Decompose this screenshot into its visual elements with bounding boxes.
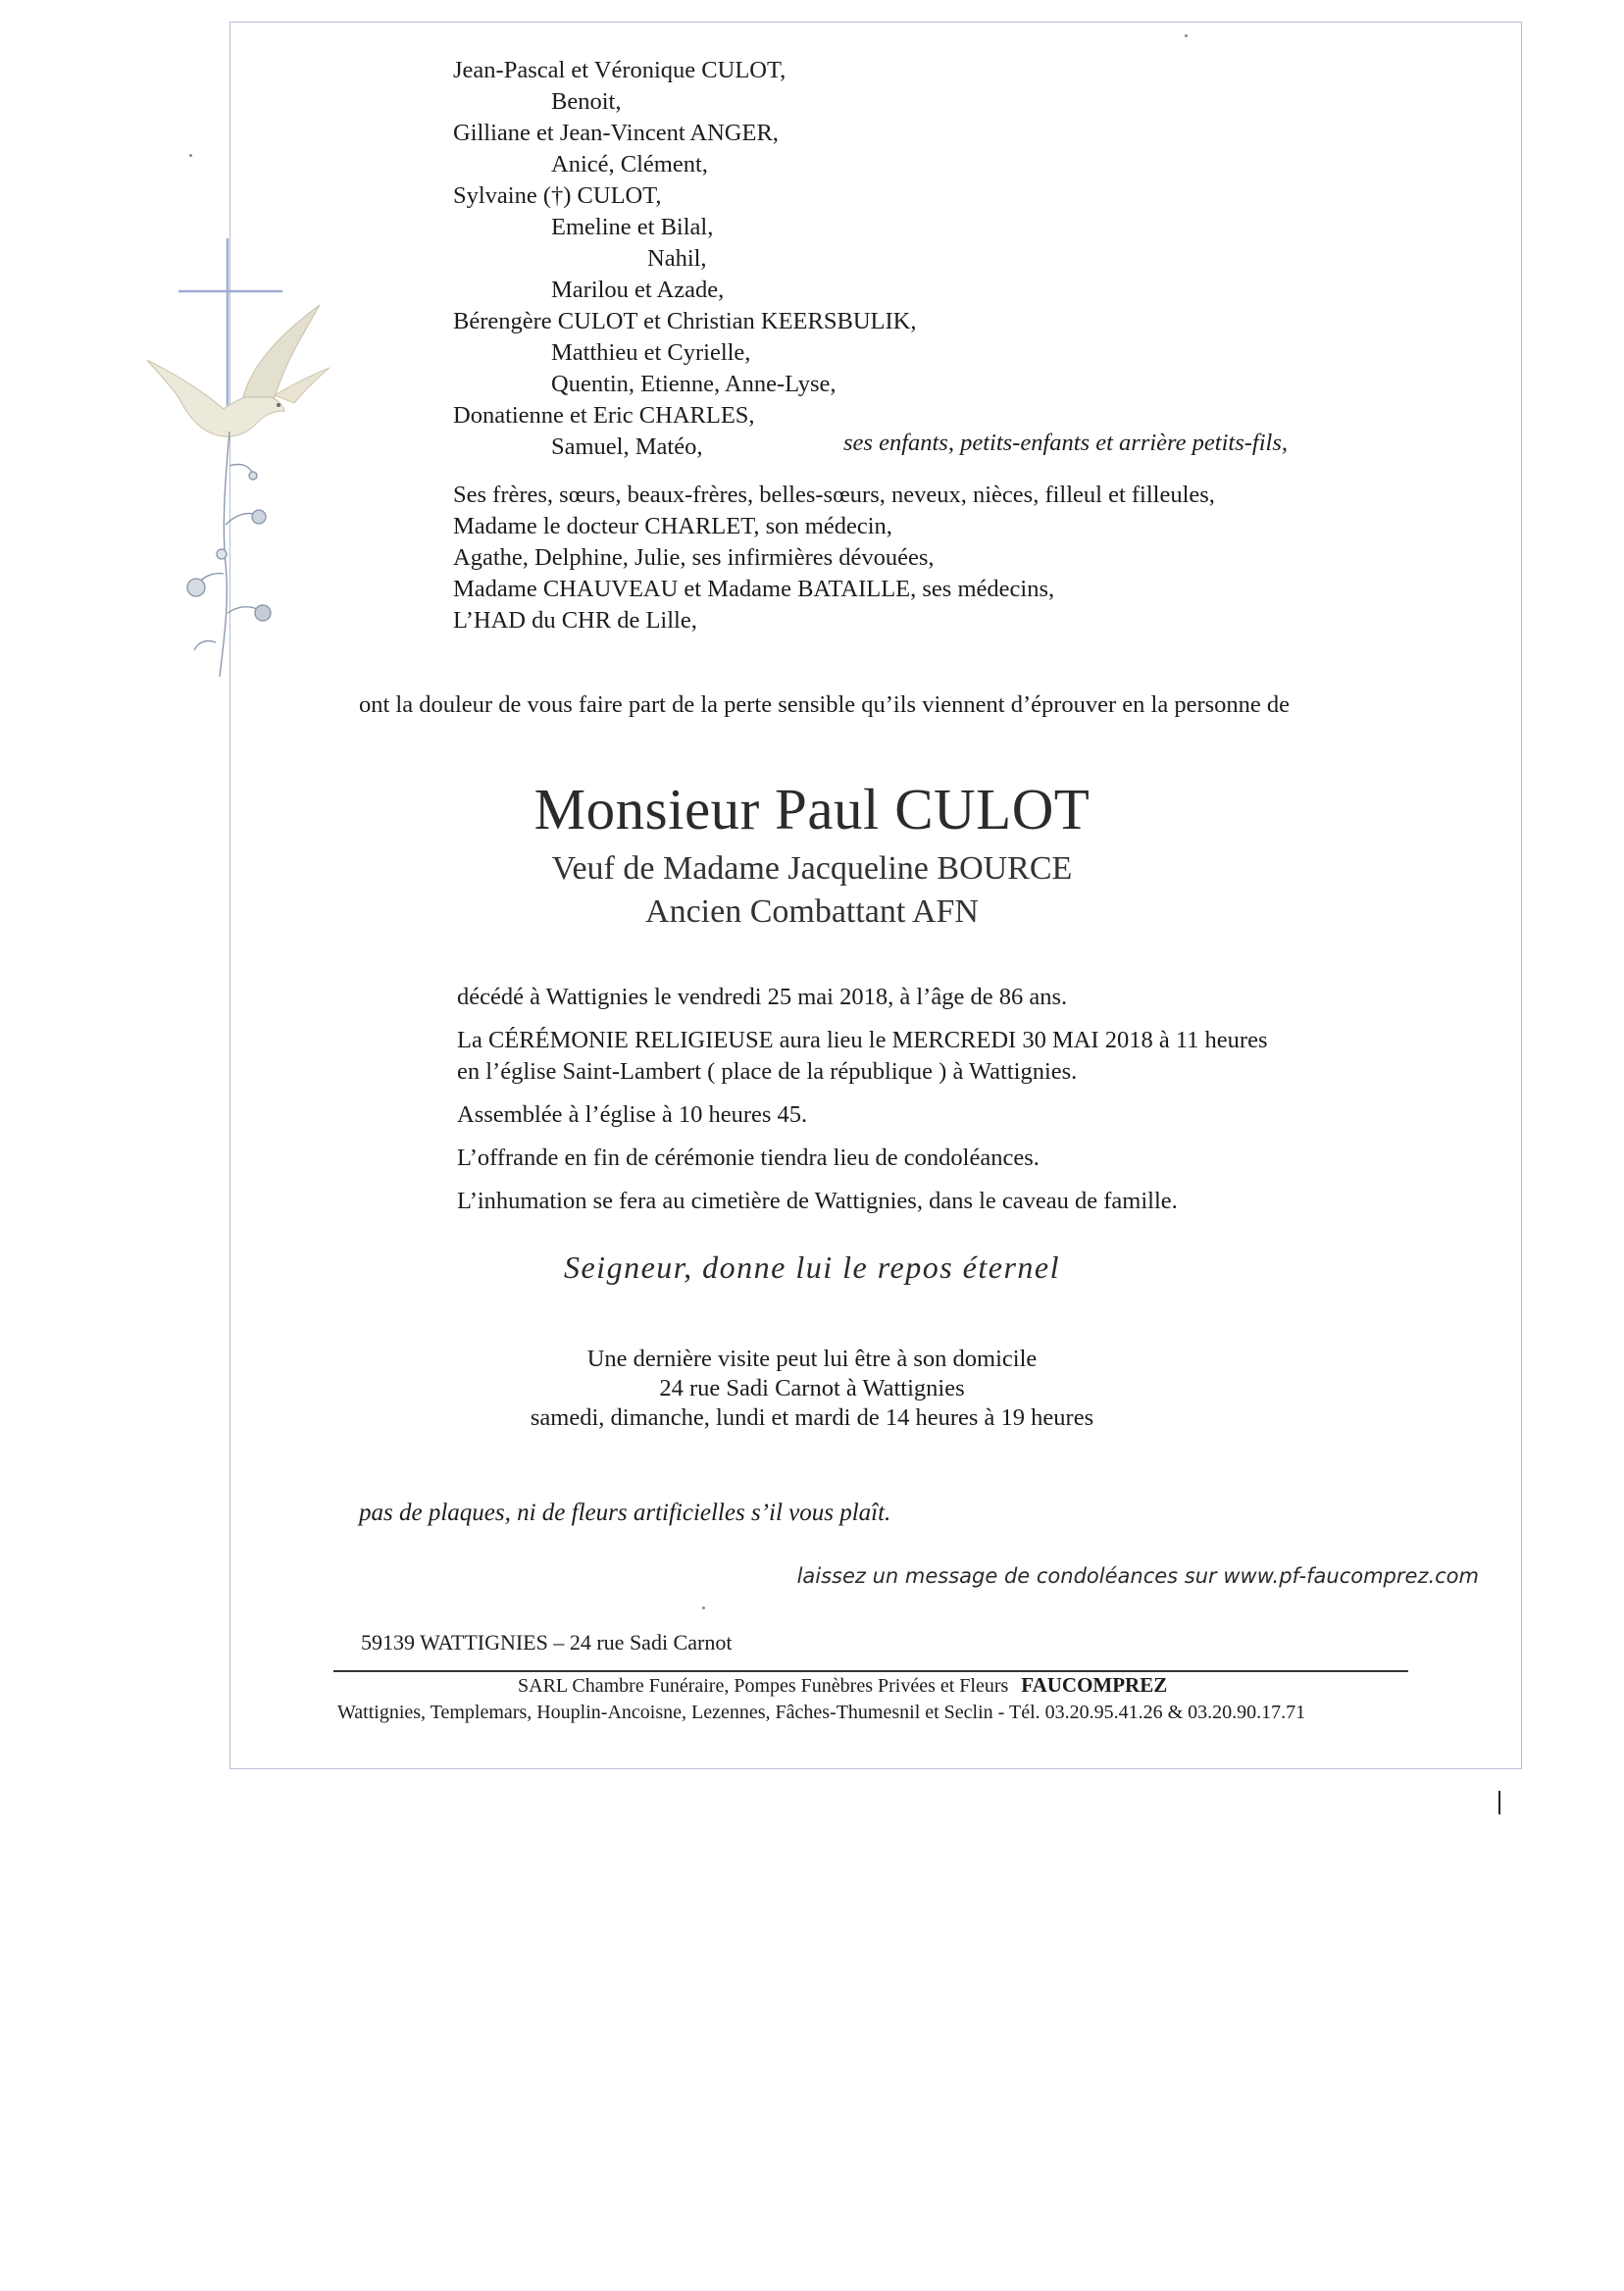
cross-dove-illustration bbox=[127, 230, 353, 682]
family-line: Sylvaine (†) CULOT, bbox=[453, 182, 662, 209]
others-line: L’HAD du CHR de Lille, bbox=[453, 607, 697, 634]
scan-speck bbox=[1185, 34, 1188, 37]
others-line: Madame CHAUVEAU et Madame BATAILLE, ses médecins, bbox=[453, 576, 1055, 602]
detail-line: en l’église Saint-Lambert ( place de la république ) à Wattignies. bbox=[457, 1058, 1078, 1085]
deceased-veteran: Ancien Combattant AFN bbox=[645, 893, 979, 930]
deceased-name: Monsieur Paul CULOT bbox=[533, 777, 1091, 841]
visit-line: samedi, dimanche, lundi et mardi de 14 heures à 19 heures bbox=[530, 1404, 1094, 1431]
flower-stem-icon bbox=[187, 432, 271, 677]
footer-company-name: FAUCOMPREZ bbox=[1021, 1673, 1168, 1697]
visit-line: Une dernière visite peut lui être à son domicile bbox=[586, 1346, 1038, 1372]
family-line: Bérengère CULOT et Christian KEERSBULIK, bbox=[453, 308, 917, 334]
family-line: Quentin, Etienne, Anne-Lyse, bbox=[551, 371, 837, 397]
detail-line: L’inhumation se fera au cimetière de Wattignies, dans le caveau de famille. bbox=[457, 1188, 1178, 1214]
detail-line: L’offrande en fin de cérémonie tiendra lieu de condoléances. bbox=[457, 1145, 1040, 1171]
deceased-widower: Veuf de Madame Jacqueline BOURCE bbox=[551, 850, 1073, 887]
family-line: Matthieu et Cyrielle, bbox=[551, 339, 751, 366]
footer-company bbox=[518, 1673, 1167, 1698]
no-flowers-note: pas de plaques, ni de fleurs artificielles s’il vous plaît. bbox=[359, 1500, 891, 1526]
website-note: laissez un message de condoléances sur www.pf-faucomprez.com bbox=[796, 1564, 1479, 1588]
family-caption: ses enfants, petits-enfants et arrière petits-fils, bbox=[843, 430, 1288, 456]
footer-address: 59139 WATTIGNIES – 24 rue Sadi Carnot bbox=[361, 1630, 733, 1655]
family-line: Jean-Pascal et Véronique CULOT, bbox=[453, 57, 787, 83]
prayer-text: Seigneur, donne lui le repos éternel bbox=[563, 1249, 1061, 1285]
footer-company-desc: SARL Chambre Funéraire, Pompes Funèbres Privées et Fleurs bbox=[518, 1675, 1009, 1697]
footer-rule bbox=[333, 1670, 1408, 1672]
others-line: Madame le docteur CHARLET, son médecin, bbox=[453, 513, 892, 539]
detail-line: La CÉRÉMONIE RELIGIEUSE aura lieu le MERCREDI 30 MAI 2018 à 11 heures bbox=[457, 1027, 1268, 1053]
footer-towns: Wattignies, Templemars, Houplin-Ancoisne, Lezennes, Fâches-Thumesnil et Seclin - Tél. 03.20.95.41.26 & 03.20.90.17.71 bbox=[337, 1702, 1306, 1723]
family-line: Samuel, Matéo, bbox=[551, 433, 703, 460]
family-line: Nahil, bbox=[647, 245, 707, 272]
family-line: Benoit, bbox=[551, 88, 622, 115]
visit-line: 24 rue Sadi Carnot à Wattignies bbox=[659, 1375, 965, 1401]
family-line: Gilliane et Jean-Vincent ANGER, bbox=[453, 120, 779, 146]
detail-line: décédé à Wattignies le vendredi 25 mai 2018, à l’âge de 86 ans. bbox=[457, 984, 1068, 1010]
announcement-text: ont la douleur de vous faire part de la perte sensible qu’ils viennent d’éprouver en la personne de bbox=[359, 691, 1291, 718]
family-line: Marilou et Azade, bbox=[551, 277, 725, 303]
detail-line: Assemblée à l’église à 10 heures 45. bbox=[457, 1101, 808, 1128]
scan-speck bbox=[189, 154, 192, 157]
family-line: Donatienne et Eric CHARLES, bbox=[453, 402, 755, 429]
dove-icon bbox=[147, 305, 330, 436]
scan-speck bbox=[702, 1606, 705, 1609]
others-line: Ses frères, sœurs, beaux-frères, belles-sœurs, neveux, nièces, filleul et filleules, bbox=[453, 482, 1215, 508]
family-line: Emeline et Bilal, bbox=[551, 214, 714, 240]
scan-mark bbox=[1498, 1791, 1500, 1814]
family-line: Anicé, Clément, bbox=[551, 151, 708, 178]
others-line: Agathe, Delphine, Julie, ses infirmières dévouées, bbox=[453, 544, 935, 571]
